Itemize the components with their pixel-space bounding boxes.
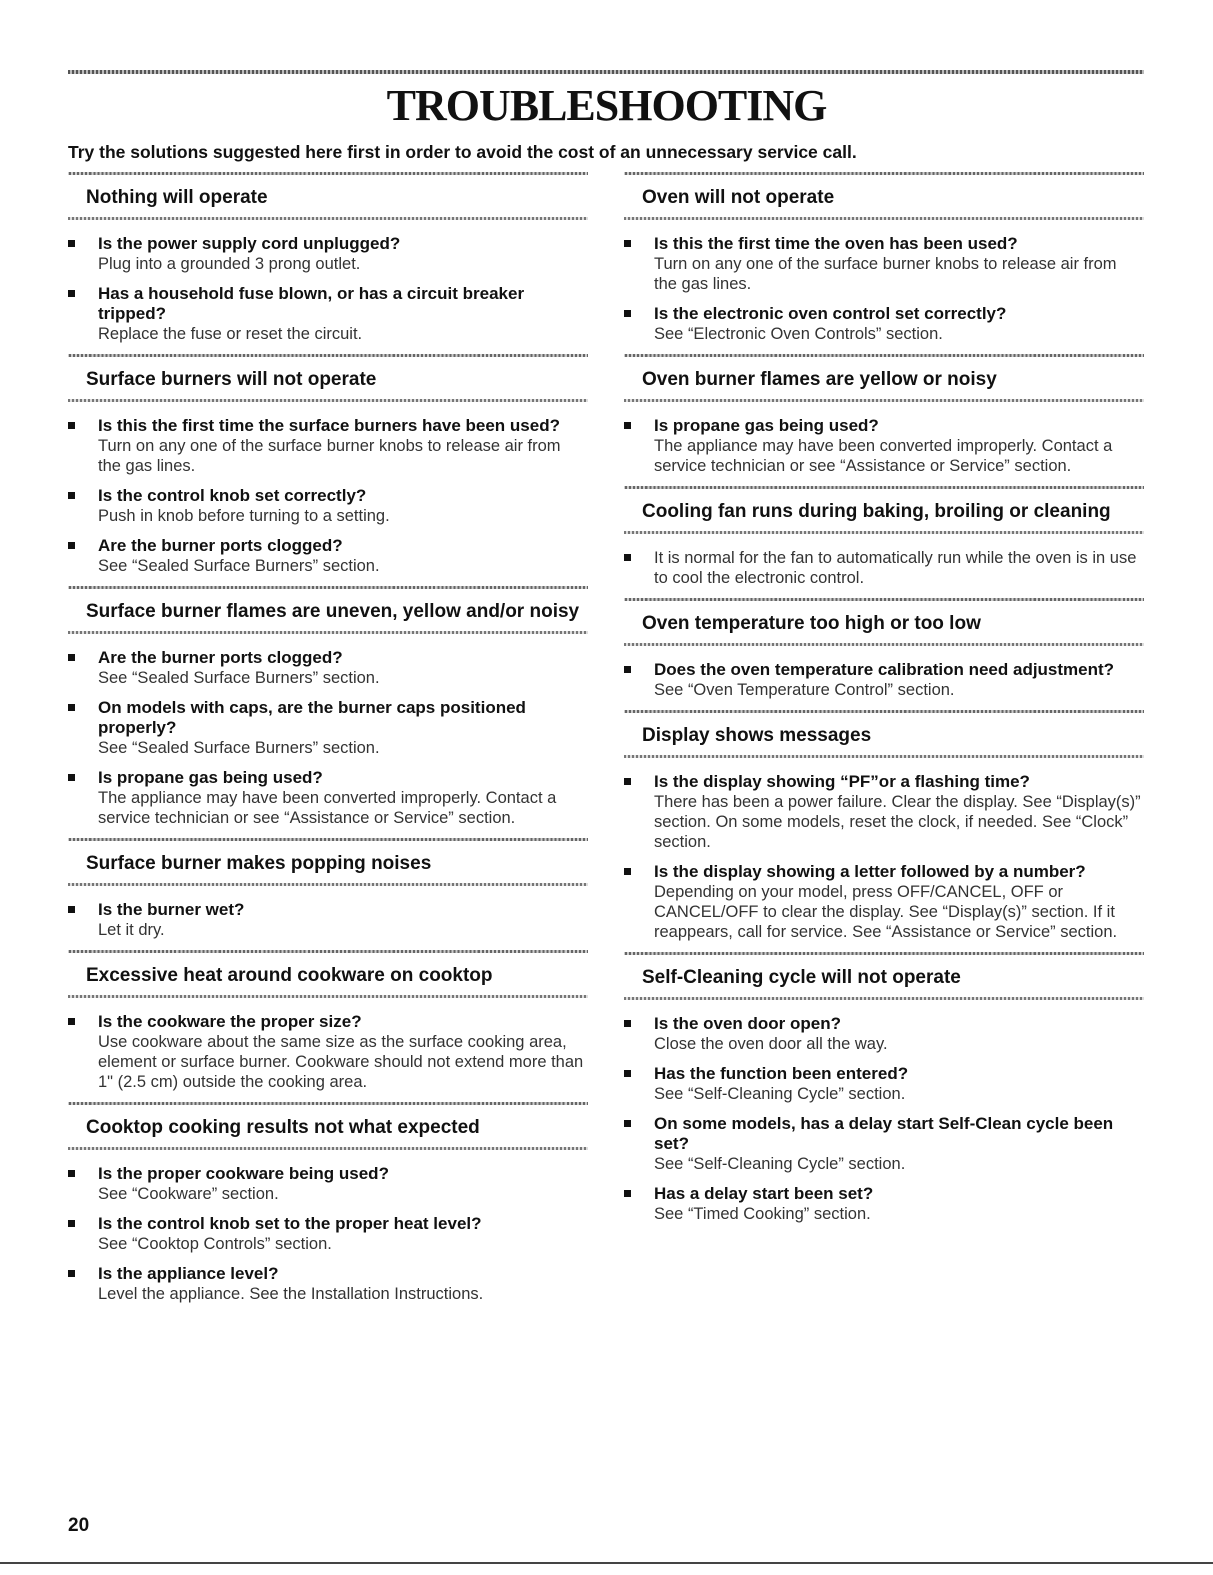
square-bullet-icon (624, 422, 631, 429)
list-item (68, 698, 588, 758)
list-item (68, 1214, 588, 1254)
question-list (624, 758, 1144, 942)
question-text: Is the display showing a letter followed by a number? (654, 862, 1086, 881)
section-title: Display shows messages (642, 725, 872, 746)
square-bullet-icon (624, 1120, 631, 1127)
question-list (68, 1150, 588, 1304)
question-list (68, 220, 588, 344)
troubleshooting-section (68, 838, 588, 940)
question-text: Is propane gas being used? (98, 768, 323, 787)
question-text: Does the oven temperature calibration need adjustment? (654, 660, 1115, 679)
section-header (624, 354, 1144, 394)
square-bullet-icon (68, 654, 75, 661)
troubleshooting-section (68, 172, 588, 344)
answer-text: Depending on your model, press OFF/CANCEL, OFF or CANCEL/OFF to clear the display. See “Display(s)” section. If it reappears, call for service. See “Assistance or Service” section. (654, 883, 1118, 941)
answer-text: See “Sealed Surface Burners” section. (98, 739, 380, 757)
square-bullet-icon (624, 310, 631, 317)
answer-text: See “Sealed Surface Burners” section. (98, 669, 380, 687)
section-title: Cooling fan runs during baking, broiling or cleaning (642, 501, 1111, 522)
square-bullet-icon (624, 1190, 631, 1197)
question-text: On models with caps, are the burner caps positioned properly? (98, 698, 526, 737)
answer-text: Let it dry. (98, 921, 165, 939)
answer-text: The appliance may have been converted improperly. Contact a service technician or see “Assistance or Service” section. (654, 437, 1113, 475)
troubleshooting-section (624, 172, 1144, 344)
section-header (624, 952, 1144, 992)
answer-text: There has been a power failure. Clear the display. See “Display(s)” section. On some models, reset the clock, if needed. See “Clock” section. (654, 793, 1141, 851)
section-header (624, 486, 1144, 526)
question-text: Is the power supply cord unplugged? (98, 234, 401, 253)
section-header (624, 172, 1144, 212)
question-text: Is the cookware the proper size? (98, 1012, 362, 1031)
answer-text: Push in knob before turning to a setting. (98, 507, 390, 525)
troubleshooting-section (624, 354, 1144, 476)
section-header (68, 354, 588, 394)
question-text: Is the proper cookware being used? (98, 1164, 389, 1183)
left-column (68, 172, 588, 1314)
section-title: Oven will not operate (642, 187, 835, 208)
square-bullet-icon (68, 704, 75, 711)
answer-text: See “Electronic Oven Controls” section. (654, 325, 943, 343)
question-text: Has a household fuse blown, or has a circuit breaker tripped? (98, 284, 525, 323)
question-list (68, 402, 588, 576)
section-title: Surface burner flames are uneven, yellow and/or noisy (86, 601, 580, 622)
troubleshooting-section (624, 598, 1144, 700)
question-list (68, 886, 588, 940)
question-text: Is this the first time the oven has been used? (654, 234, 1018, 253)
list-item (624, 304, 1144, 344)
square-bullet-icon (68, 422, 75, 429)
question-text: Are the burner ports clogged? (98, 648, 343, 667)
question-text: Is the oven door open? (654, 1014, 842, 1033)
question-list (68, 998, 588, 1092)
question-text: Is this the first time the surface burners have been used? (98, 416, 560, 435)
troubleshooting-section (624, 710, 1144, 942)
section-title: Surface burner makes popping noises (86, 853, 432, 874)
answer-text: Plug into a grounded 3 prong outlet. (98, 255, 361, 273)
square-bullet-icon (68, 240, 75, 247)
page-number: 20 (68, 1515, 90, 1536)
section-title: Cooktop cooking results not what expected (86, 1117, 480, 1138)
square-bullet-icon (68, 1270, 75, 1277)
list-item (624, 862, 1144, 942)
question-list (624, 402, 1144, 476)
section-title: Surface burners will not operate (86, 369, 377, 390)
question-list (624, 534, 1144, 588)
answer-text: Use cookware about the same size as the surface cooking area, element or surface burner. Cookware should not extend more than 1" (2.5 cm) outside the cooking area. (98, 1033, 584, 1091)
section-header (68, 172, 588, 212)
list-item (68, 768, 588, 828)
list-item (624, 548, 1144, 588)
square-bullet-icon (68, 1018, 75, 1025)
list-item (68, 234, 588, 274)
intro-text: Try the solutions suggested here first in order to avoid the cost of an unnecessary service call. (68, 142, 857, 162)
list-item (624, 234, 1144, 294)
square-bullet-icon (624, 1070, 631, 1077)
square-bullet-icon (624, 554, 631, 561)
section-title: Nothing will operate (86, 187, 268, 208)
section-title: Excessive heat around cookware on cooktop (86, 965, 493, 986)
answer-text: See “Cooktop Controls” section. (98, 1235, 332, 1253)
answer-text: See “Timed Cooking” section. (654, 1205, 871, 1223)
question-text: Is the appliance level? (98, 1264, 279, 1283)
troubleshooting-section (68, 1102, 588, 1304)
square-bullet-icon (68, 774, 75, 781)
square-bullet-icon (624, 1020, 631, 1027)
troubleshooting-section (68, 354, 588, 576)
question-list (624, 220, 1144, 344)
question-text: Is the electronic oven control set correctly? (654, 304, 1007, 323)
square-bullet-icon (68, 1220, 75, 1227)
square-bullet-icon (68, 906, 75, 913)
question-text: Has a delay start been set? (654, 1184, 874, 1203)
troubleshooting-section (68, 586, 588, 828)
question-list (624, 1000, 1144, 1224)
section-title: Oven temperature too high or too low (642, 613, 981, 634)
square-bullet-icon (624, 666, 631, 673)
troubleshooting-section (624, 486, 1144, 588)
question-text: Is the display showing “PF”or a flashing time? (654, 772, 1030, 791)
section-header (624, 598, 1144, 638)
answer-text: Close the oven door all the way. (654, 1035, 888, 1053)
list-item (68, 1264, 588, 1304)
question-text: Is the control knob set correctly? (98, 486, 367, 505)
answer-text: Turn on any one of the surface burner knobs to release air from the gas lines. (654, 255, 1117, 293)
question-text: Are the burner ports clogged? (98, 536, 343, 555)
list-item (68, 416, 588, 476)
list-item (624, 1184, 1144, 1224)
top-dotted-rule (68, 70, 1144, 74)
answer-text: Replace the fuse or reset the circuit. (98, 325, 363, 343)
square-bullet-icon (624, 868, 631, 875)
square-bullet-icon (68, 290, 75, 297)
question-text: Has the function been entered? (654, 1064, 909, 1083)
list-item (68, 900, 588, 940)
list-item (624, 660, 1144, 700)
square-bullet-icon (68, 492, 75, 499)
square-bullet-icon (624, 240, 631, 247)
question-text: Is propane gas being used? (654, 416, 879, 435)
bottom-rule (0, 1562, 1213, 1564)
list-item (68, 648, 588, 688)
square-bullet-icon (624, 778, 631, 785)
list-item (68, 486, 588, 526)
page-title: TROUBLESHOOTING (386, 81, 827, 130)
answer-text: Level the appliance. See the Installation Instructions. (98, 1285, 484, 1303)
section-title: Self-Cleaning cycle will not operate (642, 967, 961, 988)
question-list (68, 634, 588, 828)
section-header (624, 710, 1144, 750)
list-item (624, 1014, 1144, 1054)
troubleshooting-section (624, 952, 1144, 1224)
list-item (68, 1012, 588, 1092)
list-item (68, 536, 588, 576)
troubleshooting-section (68, 950, 588, 1092)
answer-text: It is normal for the fan to automatically run while the oven is in use to cool the electronic control. (654, 549, 1137, 587)
answer-text: Turn on any one of the surface burner knobs to release air from the gas lines. (98, 437, 561, 475)
section-header (68, 1102, 588, 1142)
list-item (624, 1114, 1144, 1174)
answer-text: The appliance may have been converted improperly. Contact a service technician or see “Assistance or Service” section. (98, 789, 557, 827)
question-list (624, 646, 1144, 700)
section-header (68, 838, 588, 878)
answer-text: See “Sealed Surface Burners” section. (98, 557, 380, 575)
right-column (624, 172, 1144, 1234)
question-text: Is the control knob set to the proper heat level? (98, 1214, 482, 1233)
list-item (624, 416, 1144, 476)
section-title: Oven burner flames are yellow or noisy (642, 369, 997, 390)
answer-text: See “Cookware” section. (98, 1185, 279, 1203)
list-item (624, 772, 1144, 852)
question-text: On some models, has a delay start Self-Clean cycle been set? (654, 1114, 1114, 1153)
list-item (68, 1164, 588, 1204)
answer-text: See “Self-Cleaning Cycle” section. (654, 1085, 906, 1103)
section-header (68, 950, 588, 990)
list-item (68, 284, 588, 344)
section-header (68, 586, 588, 626)
square-bullet-icon (68, 542, 75, 549)
list-item (624, 1064, 1144, 1104)
answer-text: See “Self-Cleaning Cycle” section. (654, 1155, 906, 1173)
question-text: Is the burner wet? (98, 900, 245, 919)
square-bullet-icon (68, 1170, 75, 1177)
answer-text: See “Oven Temperature Control” section. (654, 681, 955, 699)
